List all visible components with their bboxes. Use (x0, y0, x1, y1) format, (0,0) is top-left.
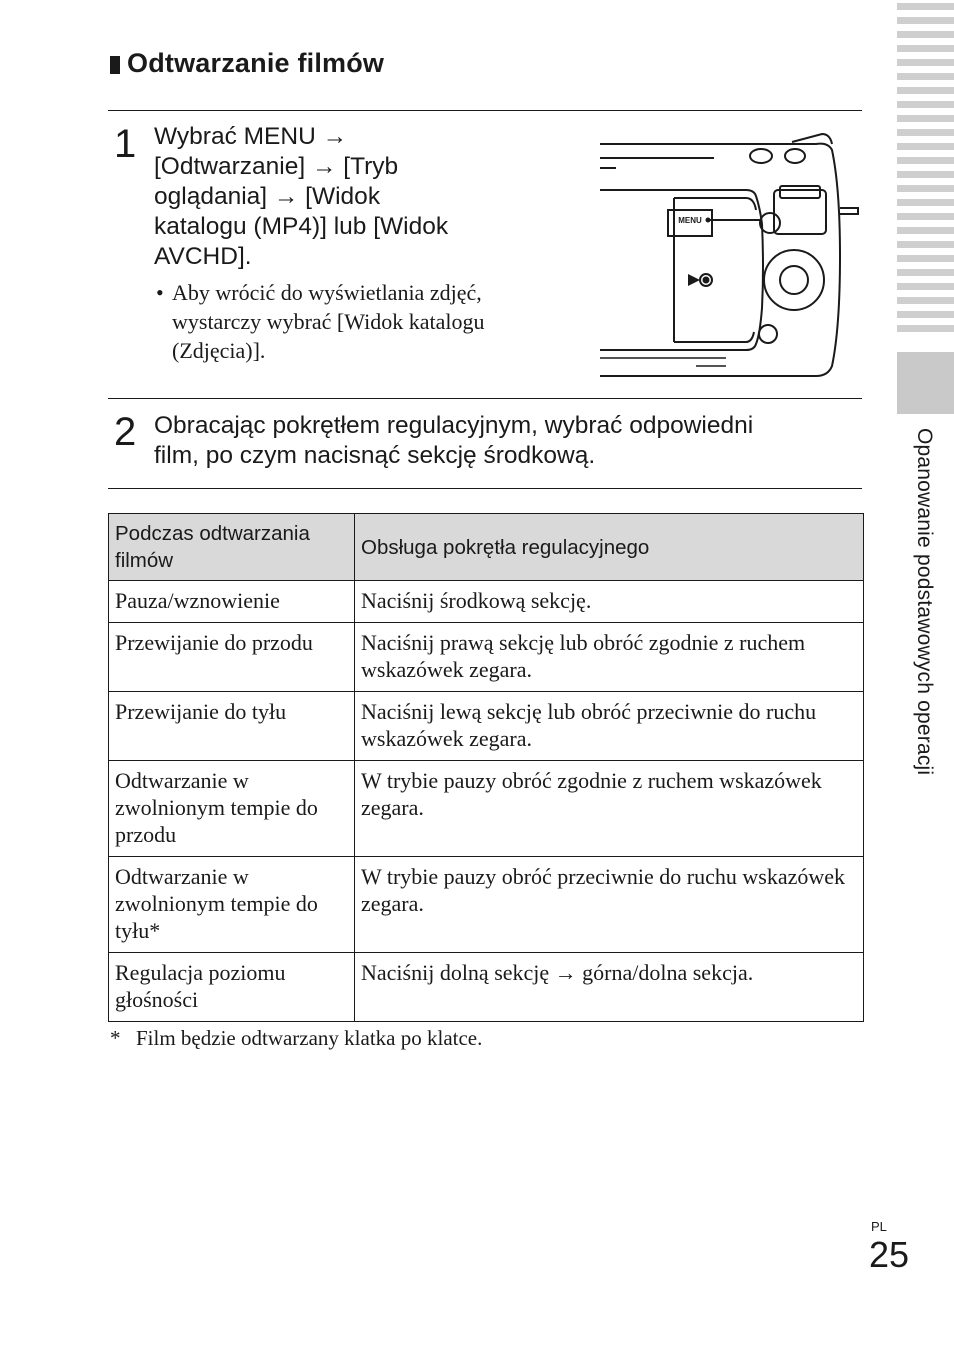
table-cell-action: Przewijanie do przodu (109, 623, 355, 692)
side-tab-stripe (897, 241, 954, 248)
side-tab-label: Opanowanie podstawowych operacji (913, 428, 936, 776)
side-tab-stripe (897, 101, 954, 108)
side-tab-stripe (897, 17, 954, 24)
side-tab-active-block (897, 352, 954, 414)
section-title: Odtwarzanie filmów (127, 48, 385, 78)
step-1-line: AVCHD]. (154, 243, 252, 270)
step-1-note-text: Aby wrócić do wyświetlania zdjęć, wystarczy wybrać [Widok katalogu (Zdjęcia)]. (172, 280, 485, 363)
step-2-instruction (154, 411, 864, 471)
side-tab-stripe (897, 45, 954, 52)
side-tab-stripe (897, 255, 954, 262)
table-cell-operation: Naciśnij prawą sekcję lub obróć zgodnie z ruchem wskazówek zegara. (355, 623, 864, 692)
side-tab-stripe (897, 311, 954, 318)
divider (108, 398, 862, 399)
side-tab-stripe (897, 199, 954, 206)
bullet-icon: • (156, 280, 164, 305)
table-cell-operation: Naciśnij lewą sekcję lub obróć przeciwnie do ruchu wskazówek zegara. (355, 692, 864, 761)
step-2-line: Obracając pokrętłem regulacyjnym, wybrać odpowiedni (154, 412, 754, 439)
camera-back-illustration (596, 128, 860, 384)
side-tab-stripe (897, 73, 954, 80)
side-tab-stripe (897, 325, 954, 332)
step-1-line: oglądania] → [Widok (154, 183, 381, 210)
divider (108, 110, 862, 111)
side-tab-stripe (897, 143, 954, 150)
table-cell-action: Regulacja poziomu głośności (109, 953, 355, 1022)
side-tab-stripe (897, 185, 954, 192)
side-tab-stripe (897, 3, 954, 10)
side-tab-stripe (897, 59, 954, 66)
step-1-line: [Odtwarzanie] → [Tryb (154, 153, 399, 180)
side-tab-stripe (897, 171, 954, 178)
table-header-cell: Podczas odtwarzania filmów (109, 514, 355, 581)
side-tab-stripe (897, 87, 954, 94)
table-row (109, 857, 864, 953)
table-cell-action: Odtwarzanie w zwolnionym tempie do tyłu* (109, 857, 355, 953)
page-number: 25 (869, 1234, 910, 1275)
side-tab-stripe (897, 227, 954, 234)
step-1-note (156, 278, 511, 365)
table-cell-action: Pauza/wznowienie (109, 581, 355, 623)
side-tab-stripe (897, 129, 954, 136)
side-tab-stripe (897, 269, 954, 276)
side-tab-stripe (897, 31, 954, 38)
page-language: PL (871, 1219, 887, 1234)
table-row (109, 761, 864, 857)
table-header-row (109, 514, 864, 581)
side-tab-stripe (897, 283, 954, 290)
step-1-line: Wybrać MENU → (154, 123, 348, 150)
table-cell-operation: Naciśnij środkową sekcję. (355, 581, 864, 623)
step-2-line: film, po czym nacisnąć sekcję środkową. (154, 442, 596, 469)
section-marker (110, 56, 120, 74)
table-cell-operation: W trybie pauzy obróć przeciwnie do ruchu wskazówek zegara. (355, 857, 864, 953)
table-cell-action: Przewijanie do tyłu (109, 692, 355, 761)
table-cell-operation: Naciśnij dolną sekcję → górna/dolna sekcja. (355, 953, 864, 1022)
footnote-text: Film będzie odtwarzany klatka po klatce. (136, 1026, 483, 1050)
step-1-instruction (154, 122, 574, 272)
table-row (109, 623, 864, 692)
table-row (109, 692, 864, 761)
menu-button-label: MENU (678, 216, 702, 225)
table-cell-action: Odtwarzanie w zwolnionym tempie do przodu (109, 761, 355, 857)
side-tab-stripe (897, 157, 954, 164)
table-row (109, 581, 864, 623)
footnote-mark: * (110, 1026, 121, 1050)
step-2-number: 2 (114, 410, 137, 454)
footnote (110, 1026, 482, 1051)
table-header-cell: Obsługa pokrętła regulacyjnego (355, 514, 864, 581)
step-1-line: katalogu (MP4)] lub [Widok (154, 213, 449, 240)
table-row (109, 953, 864, 1022)
side-tab-stripe (897, 213, 954, 220)
divider (108, 488, 862, 489)
side-tab-stripe (897, 115, 954, 122)
step-1-number: 1 (114, 122, 137, 166)
side-tab-stripe (897, 297, 954, 304)
table-cell-operation: W trybie pauzy obróć zgodnie z ruchem wskazówek zegara. (355, 761, 864, 857)
playback-controls-table (108, 513, 864, 1022)
